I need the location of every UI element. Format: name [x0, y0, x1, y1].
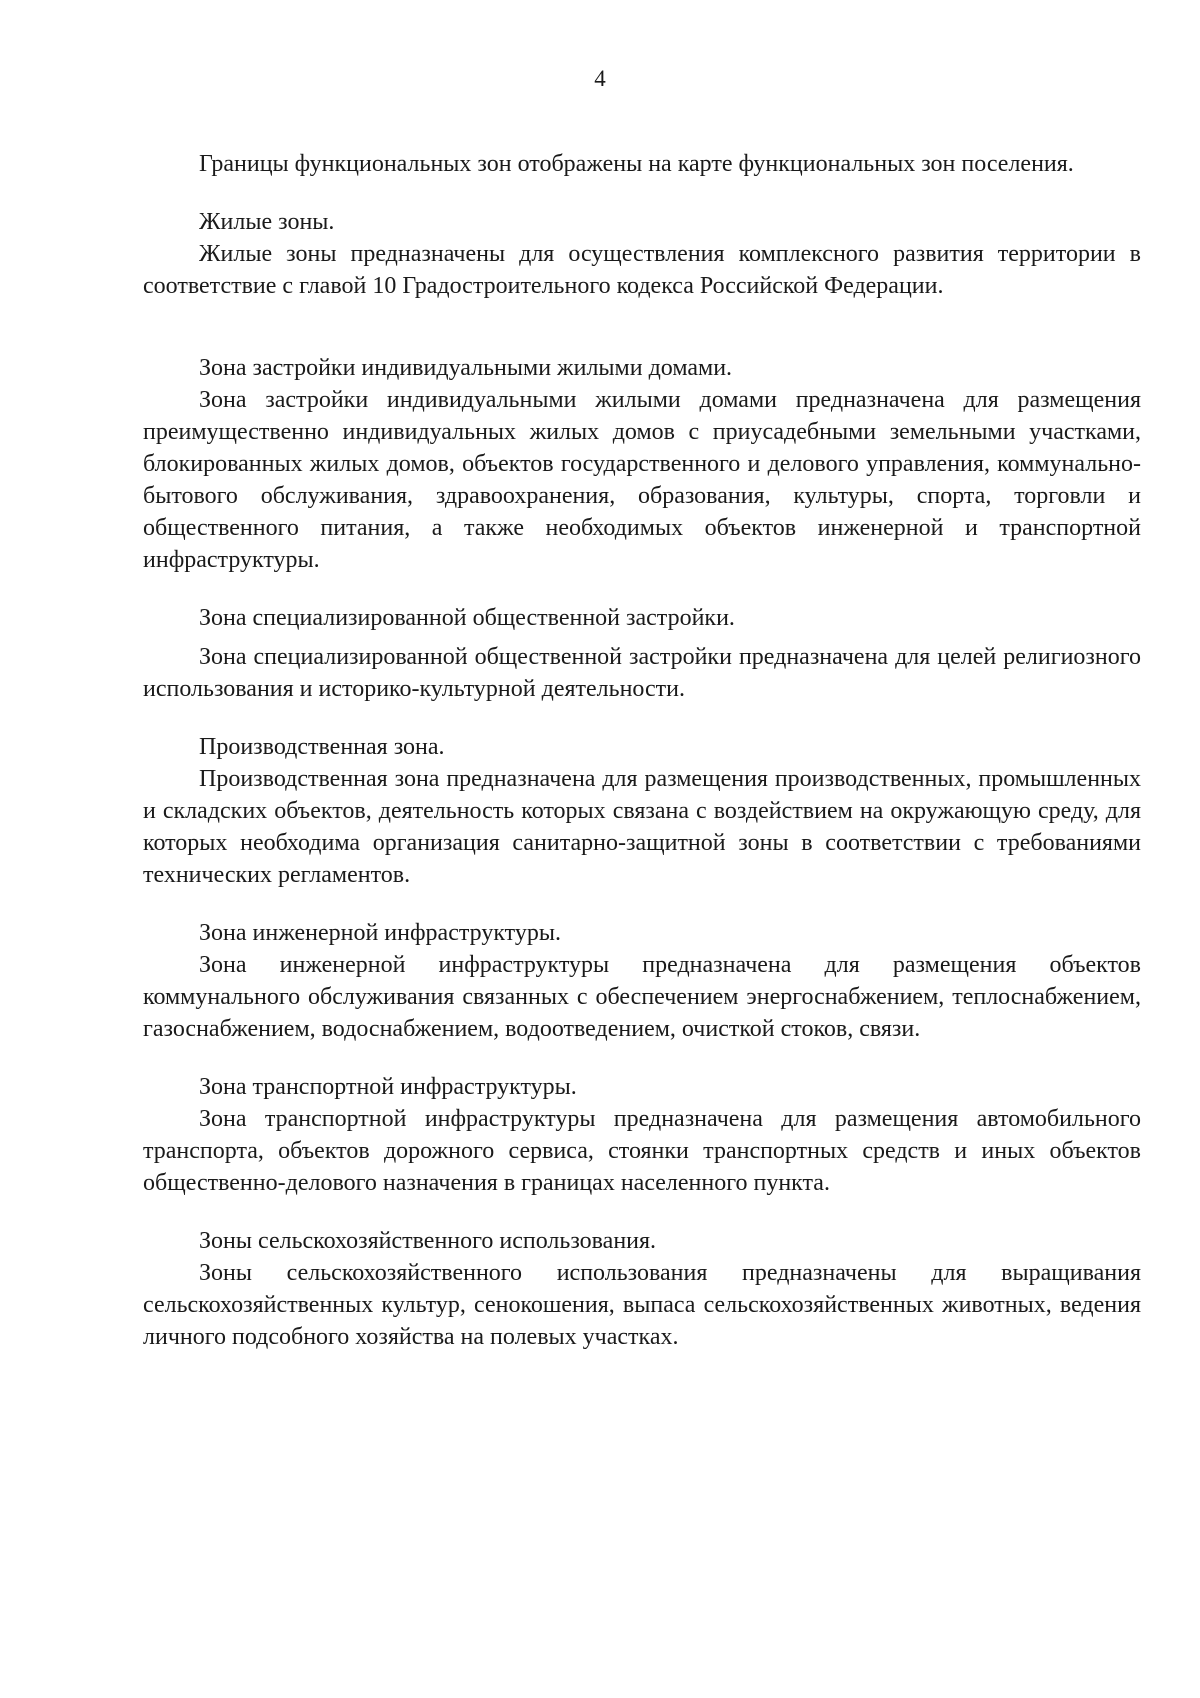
section-heading-engineering: Зона инженерной инфраструктуры.: [199, 920, 561, 946]
section-text-industrial: Производственная зона предназначена для размещения производственных, промышленных и складских объектов, деятельность которых связана с воздействием на окружающую среду, для которых необходима организация санитарно-защитной зоны в соответствии с требованиями технических регламентов.: [143, 766, 1141, 888]
intro-paragraph: Границы функциональных зон отображены на карте функциональных зон поселения.: [199, 151, 1074, 177]
page-number: 4: [594, 66, 606, 91]
section-text-engineering: Зона инженерной инфраструктуры предназначена для размещения объектов коммунального обслуживания связанных с обеспечением энергоснабжением, теплоснабжением, газоснабжением, водоснабжением, водоотведением, очисткой стоков, связи.: [143, 952, 1141, 1042]
section-heading-specialized-public: Зона специализированной общественной застройки.: [199, 605, 735, 631]
section-text-transport: Зона транспортной инфраструктуры предназначена для размещения автомобильного транспорта, объектов дорожного сервиса, стоянки транспортных средств и иных объектов общественно-делового назначения в границах населенного пункта.: [143, 1106, 1141, 1196]
section-text-residential: Жилые зоны предназначены для осуществления комплексного развития территории в соответствие с главой 10 Градостроительного кодекса Российской Федерации.: [143, 241, 1141, 299]
section-heading-residential: Жилые зоны.: [199, 209, 335, 235]
section-heading-agricultural: Зоны сельскохозяйственного использования.: [199, 1228, 657, 1254]
section-heading-transport: Зона транспортной инфраструктуры.: [199, 1074, 577, 1100]
document-body: [143, 148, 1141, 1353]
section-text-agricultural: Зоны сельскохозяйственного использования предназначены для выращивания сельскохозяйственных культур, сенокошения, выпаса сельскохозяйственных животных, ведения личного подсобного хозяйства на полевых участках.: [143, 1260, 1141, 1350]
section-text-specialized-public: Зона специализированной общественной застройки предназначена для целей религиозного использования и историко-культурной деятельности.: [143, 644, 1141, 702]
section-heading-individual-housing: Зона застройки индивидуальными жилыми домами.: [199, 355, 733, 381]
section-text-individual-housing: Зона застройки индивидуальными жилыми домами предназначена для размещения преимущественно индивидуальных жилых домов с приусадебными земельными участками, блокированных жилых домов, объектов государственного и делового управления, коммунально-бытового обслуживания, здравоохранения, образования, культуры, спорта, торговли и общественного питания, а также необходимых объектов инженерной и транспортной инфраструктуры.: [143, 387, 1141, 573]
section-heading-industrial: Производственная зона.: [199, 734, 445, 760]
